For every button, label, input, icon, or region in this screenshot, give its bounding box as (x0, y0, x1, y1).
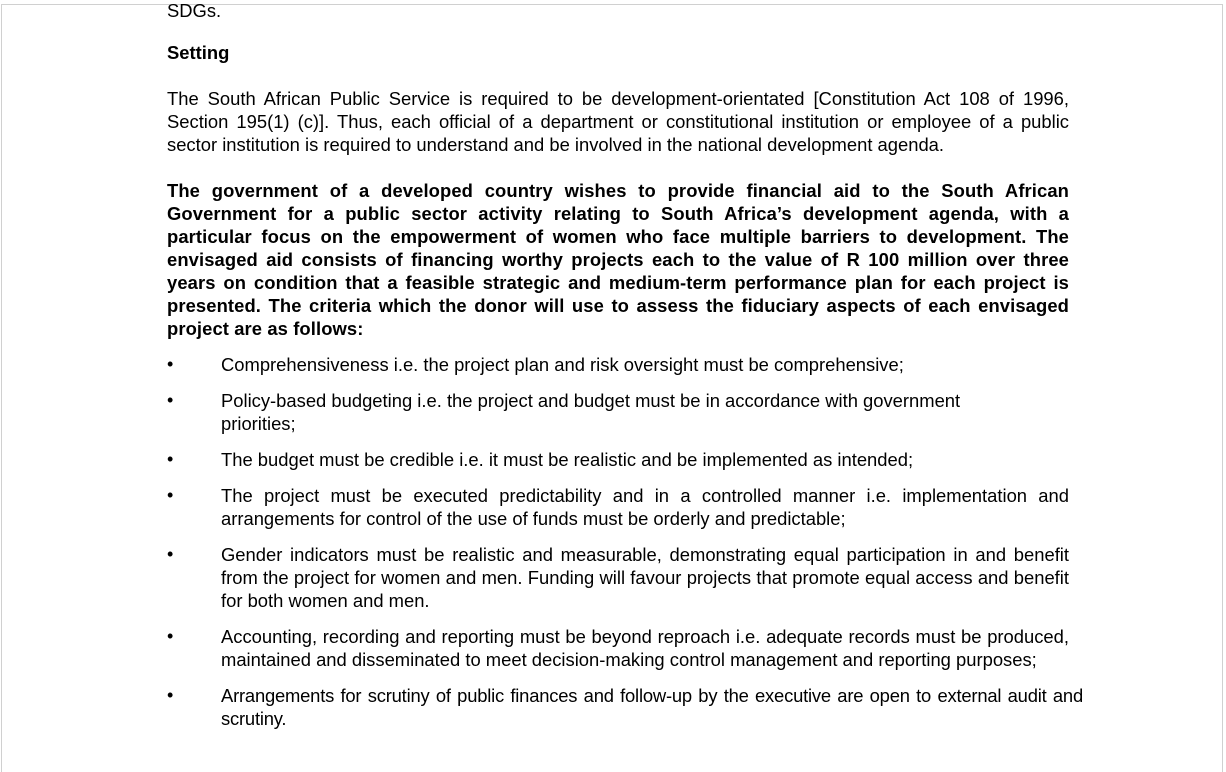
bullet-icon: • (167, 626, 174, 646)
criteria-text: Policy-based budgeting i.e. the project and budget must be in accordance with government priorities; (221, 390, 961, 434)
bullet-icon: • (167, 354, 174, 374)
criteria-text: Accounting, recording and reporting must be beyond reproach i.e. adequate records must be produced, maintained and disseminated to meet decision-making control management and reporting purposes; (221, 626, 1069, 670)
criteria-item (167, 543, 1069, 612)
bullet-icon: • (167, 449, 174, 469)
bullet-icon: • (167, 685, 174, 705)
bullet-icon: • (167, 390, 174, 410)
criteria-item (167, 625, 1069, 671)
setting-heading: Setting (167, 42, 230, 63)
criteria-text: Comprehensiveness i.e. the project plan and risk oversight must be comprehensive; (221, 354, 904, 375)
bullet-icon: • (167, 544, 174, 564)
criteria-item (167, 448, 1069, 471)
bullet-icon: • (167, 485, 174, 505)
document-body (167, 0, 1083, 743)
scenario-paragraph: The government of a developed country wishes to provide financial aid to the South African Government for a public sector activity relating to South Africa’s development agenda, with a particular focus on the empowerment of women who face multiple barriers to development. The envisaged aid consists of financing worthy projects each to the value of R 100 million over three years on condition that a feasible strategic and medium-term performance plan for each project is presented. The criteria which the donor will use to assess the fiduciary aspects of each envisaged project are as follows: (167, 180, 1069, 339)
criteria-item (167, 684, 1083, 730)
criteria-text: The budget must be credible i.e. it must be realistic and be implemented as intended; (221, 449, 914, 470)
previous-paragraph-fragment: SDGs. (167, 0, 222, 20)
document-page (1, 0, 1223, 772)
criteria-item (167, 484, 1069, 530)
criteria-list (167, 353, 1083, 730)
intro-paragraph: The South African Public Service is required to be development-orientated [Constitution Act 108 of 1996, Section 195(1) (c)]. Thus, each official of a department or constitutional institution or employee of a public sector institution is required to understand and be involved in the national development agenda. (167, 88, 1069, 155)
criteria-text: Arrangements for scrutiny of public finances and follow-up by the executive are open to external audit and scrutiny. (221, 685, 1083, 729)
criteria-text: The project must be executed predictability and in a controlled manner i.e. implementation and arrangements for control of the use of funds must be orderly and predictable; (221, 485, 1069, 529)
criteria-item (167, 353, 1069, 376)
criteria-text: Gender indicators must be realistic and measurable, demonstrating equal participation in and benefit from the project for women and men. Funding will favour projects that promote equal access and benefit for both women and men. (221, 544, 1069, 611)
criteria-item (167, 389, 1069, 435)
